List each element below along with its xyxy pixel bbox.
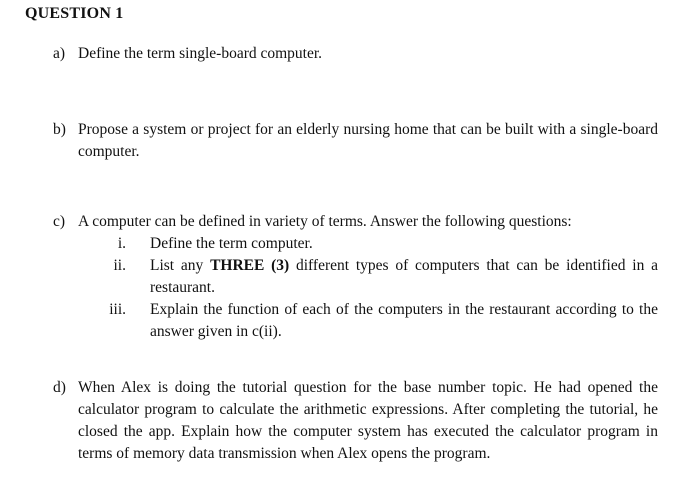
question-c-text: A computer can be defined in variety of terms. Answer the following questions: [78,213,572,230]
sub-text [150,255,658,299]
question-b [53,119,658,163]
question-c [53,211,658,343]
sub-text: Define the term computer. [150,235,313,252]
sub-number: i. [117,235,126,252]
question-c-sub-iii [53,299,658,343]
question-a-text: Define the term single-board computer. [78,45,323,62]
sub-text-after: different types of computers that can be identified in a restaurant. [150,257,658,296]
sub-number: ii. [113,257,126,274]
question-c-sub-ii [53,255,658,299]
question-d [53,377,658,465]
question-d-label: d) [53,379,66,396]
sub-text: Explain the function of each of the computers in the restaurant according to the answer given in c(ii). [150,301,658,340]
page-title: QUESTION 1 [25,5,124,22]
question-b-text: Propose a system or project for an elderly nursing home that can be built with a single-board computer. [78,121,658,160]
sub-text-emphasis: THREE (3) [210,257,290,274]
sub-number: iii. [109,301,126,318]
question-c-sub-i [53,233,658,255]
question-c-label: c) [53,213,66,230]
question-b-label: b) [53,121,66,138]
question-a [53,43,658,65]
question-d-text: When Alex is doing the tutorial question for the base number topic. He had opened the calculator program to calculate the arithmetic expressions. After completing the tutorial, he closed the app. Explain how the computer system has executed the calculator program in terms of memory data transmission when Alex opens the program. [78,379,658,462]
sub-text-before: List any [150,257,211,274]
question-a-label: a) [53,45,66,62]
